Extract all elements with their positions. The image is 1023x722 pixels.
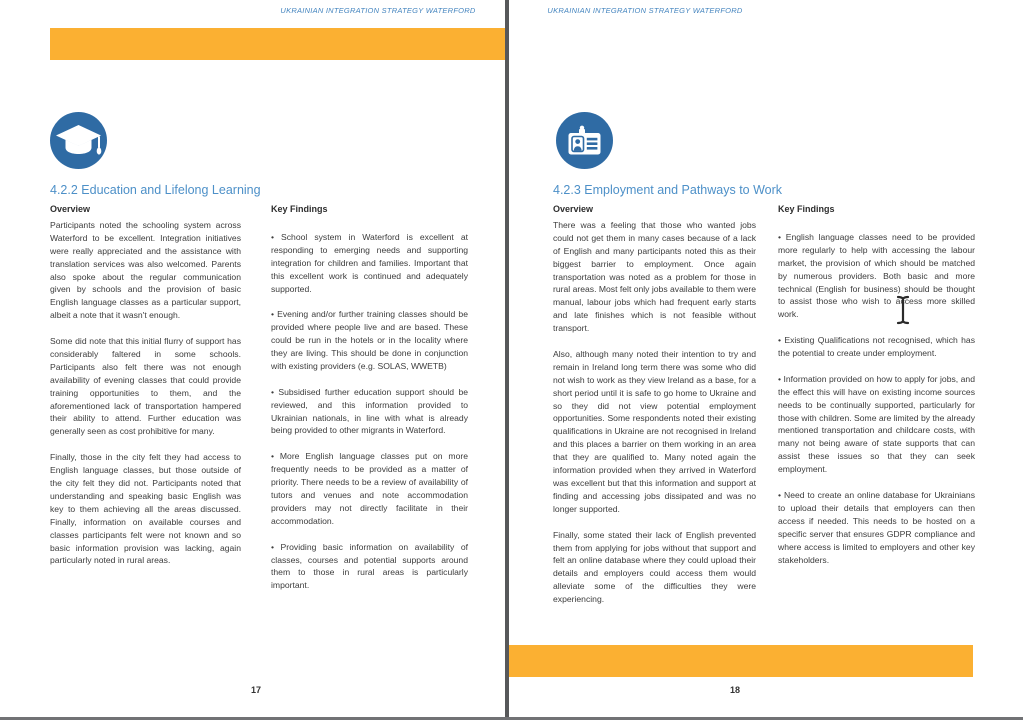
overview-paragraph: Also, although many noted their intention to try and remain in Ireland long term there was some who did not wish to work as they view Ireland as a base, for a short period until it is safe to go home to Ukraine and so they did not view potential employment opportunities. Some respondents noted their existing qualifications in Ukraine are not recognised in Ireland and this places a barrier on them working in an area that they are qualified to. Many noted again the information provided when they arrived in Waterford was excellent but that this information and support at finding and accessing jobs dissipated and was no longer supported. [553, 348, 756, 514]
key-findings-label: Key Findings [271, 204, 328, 214]
section-heading: 4.2.2 Education and Lifelong Learning [50, 183, 261, 197]
text-cursor-icon [896, 295, 910, 325]
overview-column [553, 203, 756, 619]
id-badge-icon [556, 112, 613, 169]
overview-paragraph: Finally, those in the city felt they had access to English language classes, but those outside of the city felt they did not. Participants noted that understanding and speaking basic English was key to them achieving all the areas discussed. Finally, information on available courses and classes participants felt were not known and so basic information provision was lacking, again particularly noted in rural areas. [50, 452, 241, 566]
key-finding-bullet: • Need to create an online database for Ukrainians to upload their details that employers can then access if needed. This needs to be hosted on a specific server that ensures GDPR compliance and where access is limited to employers and other key stakeholders. [778, 489, 975, 565]
key-findings-column [271, 203, 468, 605]
running-header: UKRAINIAN INTEGRATION STRATEGY WATERFORD [280, 6, 476, 15]
page-18 [509, 0, 1023, 722]
key-finding-bullet: • More English language classes put on more frequently needs to be provided as a matter of priority. There needs to be a review of availability of tutors and venues and note accommodation providers may not directly facilitate in their accommodation. [271, 451, 468, 526]
overview-paragraph: Participants noted the schooling system across Waterford to be excellent. Integration initiatives were really appreciated and the assistance with translation services was also welcomed. Parents also spoke about the regular communication given by schools and the provision of basic English language classes as a particular support, albeit a note that it wasn't enough. [50, 219, 241, 321]
key-finding-bullet: • Evening and/or further training classes should be provided where people live and are based. These could be run in the hotels or in the locality where they are living. This should be done in conjunction with existing providers (e.g. SOLAS, WWETB) [271, 309, 468, 371]
overview-paragraph: Some did note that this initial flurry of support has considerably faltered in some schools. Participants also felt there was not enough availability of evening classes that could provide training opportunities to them, and the aforementioned lack of transportation hampered their ability to attend. Further education was generally seen as cost prohibitive for many. [50, 336, 241, 437]
page-spine-divider [505, 0, 509, 719]
key-finding-bullet: • Subsidised further education support should be reviewed, and this information provided to Ukrainian nationals, in line with what is already being provided to other migrants in Waterford. [271, 386, 468, 436]
page-number: 17 [250, 685, 261, 695]
running-header: UKRAINIAN INTEGRATION STRATEGY WATERFORD [547, 6, 743, 15]
overview-label: Overview [50, 204, 91, 214]
key-finding-bullet: • School system in Waterford is excellent at responding to emerging needs and supporting integration for children and families. Important that this excellent work is continued and adequately supported. [271, 231, 468, 294]
section-heading: 4.2.3 Employment and Pathways to Work [553, 183, 783, 197]
overview-column [50, 203, 241, 580]
page-number: 18 [729, 685, 740, 695]
overview-paragraph: There was a feeling that those who wanted jobs could not get them in many cases because of a lack of English and many participants noted this as their biggest barrier to employment. Once again transportation was noted as a problem for those in rural areas. Most felt only jobs available to them were manual, labour jobs which had frequent early starts and late finishes which is not feasible without transport. [553, 219, 757, 334]
section-icon-education [50, 112, 107, 169]
key-findings-label: Key Findings [778, 204, 835, 214]
key-finding-bullet: • Existing Qualifications not recognised, which has the potential to create under employment. [778, 335, 975, 359]
section-icon-employment [556, 112, 613, 169]
key-finding-bullet: • English language classes need to be provided more regularly to help with accessing the labour market, the provision of which should be matched by numerous providers. Both basic and more technical (English for business) should be thought to assist those who wish to access more skilled work. [778, 231, 975, 320]
graduation-cap-icon [50, 112, 107, 169]
page-17 [0, 0, 505, 722]
bottom-accent-bar [508, 645, 973, 677]
key-findings-column [778, 203, 975, 579]
viewer-bottom-edge [0, 717, 1023, 720]
overview-label: Overview [553, 204, 594, 214]
key-finding-bullet: • Providing basic information on availability of classes, courses and potential supports around them to those in rural areas is particularly important. [271, 541, 468, 591]
top-accent-bar [50, 28, 505, 60]
overview-paragraph: Finally, some stated their lack of English prevented them from applying for jobs without that support and felt an online database where they could upload their details and employers could access them would alleviate some of the difficulties they were experiencing. [553, 529, 756, 605]
key-finding-bullet: • Information provided on how to apply for jobs, and the effect this will have on existing income sources needs to be continually supported, particularly for those with children. Some are limited by the already mentioned transportation and childcare costs, with many not being aware of state supports that can assist these issues so that they can seek employment. [778, 373, 975, 475]
